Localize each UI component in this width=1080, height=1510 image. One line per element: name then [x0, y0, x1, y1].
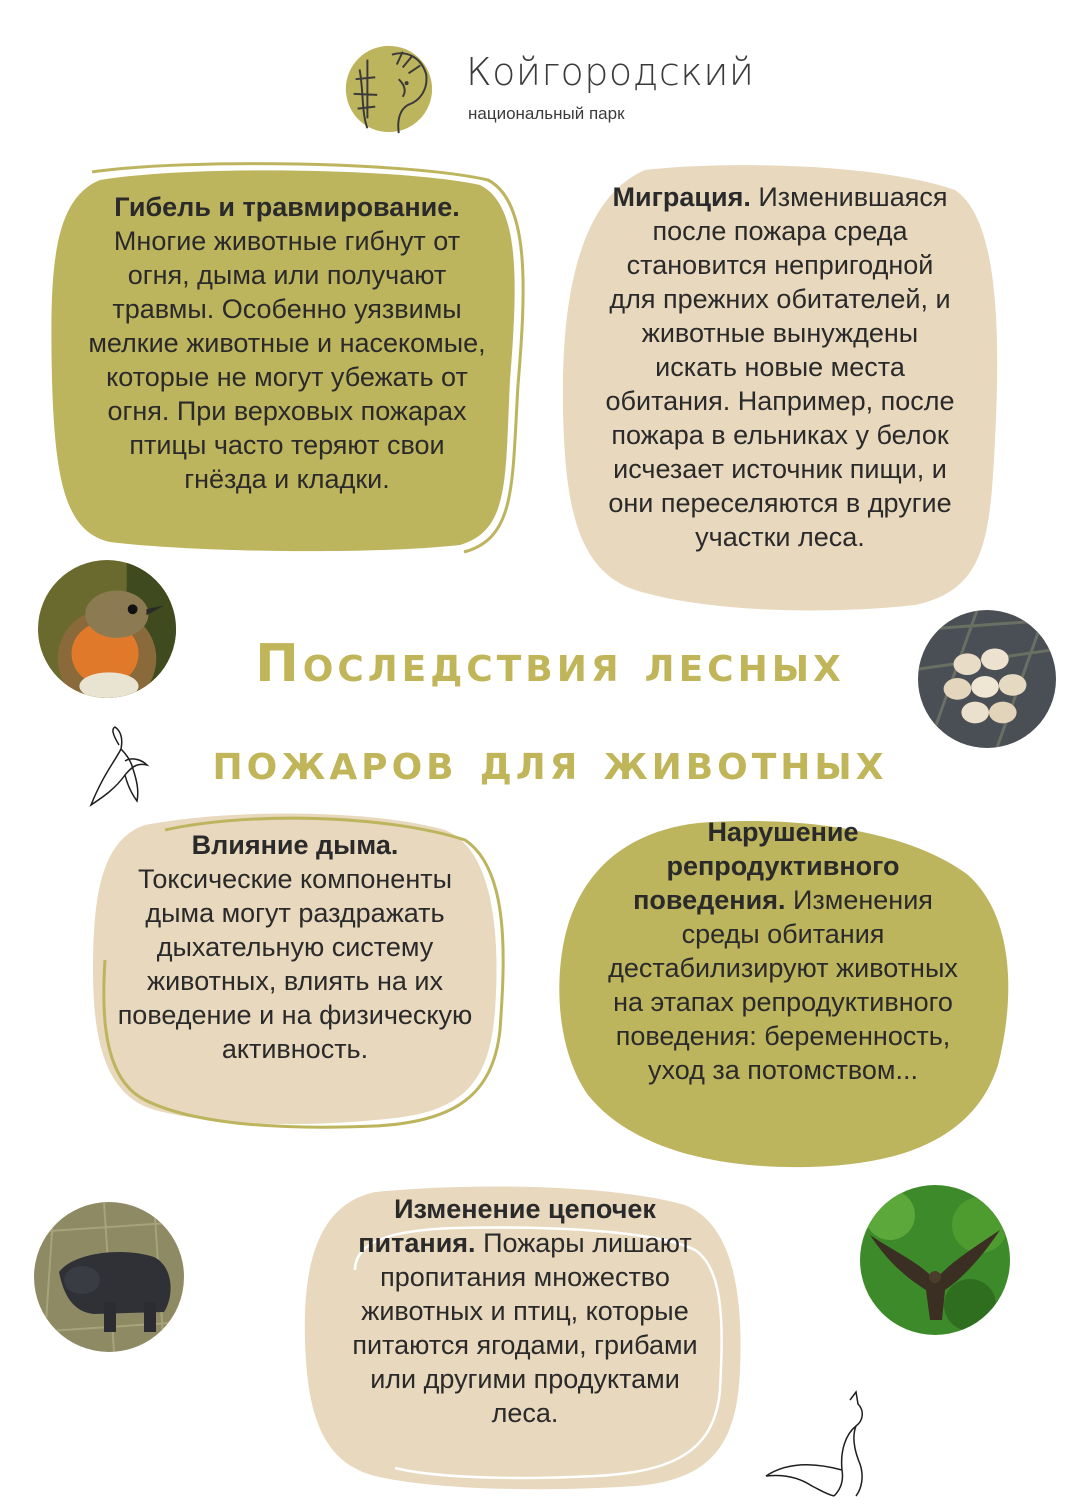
fox-sketch-icon	[760, 1390, 890, 1500]
reproduction-heading-1: Нарушение	[707, 817, 859, 847]
smoke-line: активность.	[221, 1034, 369, 1064]
migration-line: участки леса.	[695, 522, 865, 552]
death-line: птицы часто теряют свои	[129, 430, 445, 460]
smoke-line: поведение и на физическую	[117, 1000, 473, 1030]
smoke-heading: Влияние дыма.	[191, 830, 399, 860]
food-chain-block	[295, 1180, 755, 1495]
food-chain-heading-1: Изменение цепочек	[394, 1194, 656, 1224]
death-line: огня, дыма или получают	[127, 260, 447, 290]
main-title-line1: Последствия лесных	[255, 634, 845, 694]
migration-line: животные вынуждены	[641, 318, 919, 348]
reproduction-block	[548, 815, 1018, 1170]
smoke-line: животных, влиять на их	[147, 966, 443, 996]
food-chain-line: леса.	[491, 1398, 559, 1428]
smoke-line: Токсические компоненты	[137, 864, 453, 894]
death-line: травмы. Особенно уязвимы	[112, 294, 462, 324]
reproduction-line: дестабилизируют животных	[608, 953, 958, 983]
park-name: Койгородский	[466, 50, 755, 94]
death-injury-block	[40, 160, 530, 555]
migration-line: для прежних обитателей, и	[609, 284, 951, 314]
migration-line: они переселяются в другие	[608, 488, 952, 518]
smoke-line: дыхательную систему	[156, 932, 434, 962]
migration-line: пожара в ельниках у белок	[611, 420, 949, 450]
smoke-line: дыма могут раздражать	[145, 898, 445, 928]
migration-first-line: Миграция. Изменившаяся	[612, 182, 948, 212]
bear-photo	[34, 1202, 184, 1352]
migration-line: искать новые места	[655, 352, 905, 382]
eggs-nest-photo	[918, 610, 1056, 748]
park-subtitle: национальный парк	[468, 104, 625, 123]
reproduction-line: на этапах репродуктивного	[613, 987, 953, 1017]
reproduction-heading-3: поведения. Изменения	[633, 885, 933, 915]
food-chain-line: пропитания множество	[380, 1262, 670, 1292]
reproduction-line: поведения: беременность,	[615, 1021, 951, 1051]
death-line: мелкие животные и насекомые,	[88, 328, 486, 358]
food-chain-line: или другими продуктами	[370, 1364, 680, 1394]
smoke-block	[75, 800, 515, 1130]
death-line: которые не могут убежать от	[106, 362, 468, 392]
park-logo	[338, 40, 758, 140]
food-chain-line: питаются ягодами, грибами	[352, 1330, 698, 1360]
deer-logo-icon	[338, 40, 436, 138]
eagle-photo	[860, 1185, 1010, 1335]
reproduction-heading-2: репродуктивного	[666, 851, 900, 881]
food-chain-line: животных и птиц, которые	[361, 1296, 689, 1326]
migration-line: исчезает источник пищи, и	[613, 454, 947, 484]
death-heading: Гибель и травмирование.	[114, 192, 460, 222]
migration-line: становится непригодной	[626, 250, 934, 280]
death-line: огня. При верховых пожарах	[107, 396, 467, 426]
migration-line: после пожара среда	[652, 216, 908, 246]
death-line: гнёзда и кладки.	[184, 464, 390, 494]
reproduction-line: среды обитания	[681, 919, 885, 949]
main-title-line2: пожаров для животных	[212, 732, 888, 792]
migration-line: обитания. Например, после	[605, 386, 955, 416]
main-title	[150, 615, 950, 811]
bird-sketch-icon	[85, 725, 155, 810]
reproduction-line: уход за потомством...	[648, 1055, 918, 1085]
death-line: Многие животные гибнут от	[113, 226, 461, 256]
food-chain-heading-2: питания. Пожары лишают	[358, 1228, 692, 1258]
migration-block	[555, 160, 1005, 615]
